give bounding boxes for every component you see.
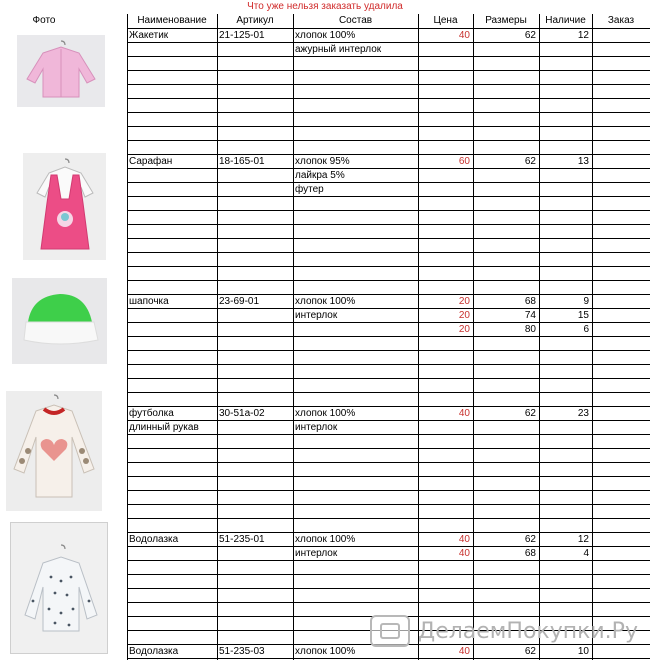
cell-price: 40 — [458, 646, 470, 657]
row-line — [127, 140, 650, 141]
pink-cardigan-icon — [17, 35, 105, 107]
cell-comp: интерлок — [295, 310, 338, 321]
column-line — [418, 14, 419, 660]
row-line — [127, 70, 650, 71]
heart-longsleeve-photo — [6, 391, 102, 511]
cell-art: 21-125-01 — [219, 30, 265, 41]
cell-comp: хлопок 100% — [295, 30, 356, 41]
header-name: Наименование — [137, 15, 207, 26]
sheet-note: Что уже нельзя заказать удалила — [247, 1, 403, 12]
cell-stock: 9 — [583, 296, 589, 307]
row-line — [127, 238, 650, 239]
row-line — [127, 280, 650, 281]
cell-size: 62 — [524, 534, 536, 545]
cell-size: 62 — [524, 646, 536, 657]
cell-art: 51-235-03 — [219, 646, 265, 657]
row-line — [127, 462, 650, 463]
cell-stock: 23 — [577, 408, 589, 419]
cell-art: 30-51а-02 — [219, 408, 265, 419]
cell-comp: ажурный интерлок — [295, 44, 382, 55]
cell-art: 23-69-01 — [219, 296, 260, 307]
header-stock: Наличие — [545, 15, 586, 26]
cell-name: шапочка — [129, 296, 169, 307]
cell-name: футболка — [129, 408, 174, 419]
cell-stock: 12 — [577, 30, 589, 41]
cell-comp: хлопок 95% — [295, 156, 350, 167]
pink-sarafan-icon — [23, 153, 106, 260]
cell-name: Водолазка — [129, 646, 179, 657]
cell-price: 20 — [458, 296, 470, 307]
row-line — [127, 476, 650, 477]
row-line — [127, 574, 650, 575]
row-line — [127, 196, 650, 197]
row-line — [127, 336, 650, 337]
cell-price: 20 — [458, 310, 470, 321]
cell-size: 62 — [524, 30, 536, 41]
row-line — [127, 98, 650, 99]
header-price: Цена — [433, 15, 458, 26]
cell-name: длинный рукав — [129, 422, 199, 433]
cell-stock: 15 — [577, 310, 589, 321]
cell-comp: хлопок 100% — [295, 408, 356, 419]
row-line — [127, 350, 650, 351]
cell-price: 40 — [458, 548, 470, 559]
row-line — [127, 210, 650, 211]
column-line — [293, 14, 294, 660]
row-line — [127, 224, 650, 225]
header-photo: Фото — [32, 15, 56, 26]
cell-art: 18-165-01 — [219, 156, 265, 167]
row-line — [127, 434, 650, 435]
row-line — [127, 602, 650, 603]
row-line — [127, 378, 650, 379]
pink-sarafan-photo — [23, 153, 106, 260]
cell-stock: 10 — [577, 646, 589, 657]
cell-stock: 13 — [577, 156, 589, 167]
cell-stock: 12 — [577, 534, 589, 545]
row-line — [127, 112, 650, 113]
row-line — [127, 364, 650, 365]
cell-price: 60 — [458, 156, 470, 167]
header-article: Артикул — [236, 15, 274, 26]
cell-size: 74 — [524, 310, 536, 321]
row-line — [127, 588, 650, 589]
row-line — [127, 448, 650, 449]
cell-price: 40 — [458, 534, 470, 545]
row-line — [127, 56, 650, 57]
cell-comp: интерлок — [295, 548, 338, 559]
cell-comp: интерлок — [295, 422, 338, 433]
row-line — [127, 252, 650, 253]
column-line — [473, 14, 474, 660]
row-line — [127, 490, 650, 491]
heart-longsleeve-icon — [6, 391, 102, 511]
row-line — [127, 266, 650, 267]
cell-art: 51-235-01 — [219, 534, 265, 545]
dotted-turtleneck-icon — [11, 523, 107, 653]
column-line — [539, 14, 540, 660]
cart-logo-icon — [370, 615, 410, 647]
cell-comp: хлопок 100% — [295, 296, 356, 307]
cell-price: 20 — [458, 324, 470, 335]
cell-price: 40 — [458, 408, 470, 419]
green-hat-photo — [12, 278, 107, 364]
cell-comp: хлопок 100% — [295, 646, 356, 657]
row-line — [127, 392, 650, 393]
cell-stock: 6 — [583, 324, 589, 335]
cell-name: Водолазка — [129, 534, 179, 545]
watermark — [370, 614, 650, 648]
row-line — [127, 126, 650, 127]
dotted-turtleneck-photo — [10, 522, 108, 654]
cell-size: 68 — [524, 548, 536, 559]
header-composition: Состав — [338, 15, 373, 26]
cell-price: 40 — [458, 30, 470, 41]
pink-cardigan-photo — [17, 35, 105, 107]
row-line — [127, 560, 650, 561]
watermark-text: ДелаемПокупки.Ру — [418, 618, 638, 644]
cell-name: Жакетик — [129, 30, 169, 41]
cell-size: 62 — [524, 408, 536, 419]
cell-comp: лайкра 5% — [295, 170, 345, 181]
cell-stock: 4 — [583, 548, 589, 559]
row-line — [127, 518, 650, 519]
cell-size: 80 — [524, 324, 536, 335]
row-line — [127, 504, 650, 505]
cell-comp: хлопок 100% — [295, 534, 356, 545]
green-hat-icon — [12, 278, 107, 364]
cell-size: 62 — [524, 156, 536, 167]
column-line — [127, 14, 128, 660]
column-line — [217, 14, 218, 660]
row-line — [127, 84, 650, 85]
header-sizes: Размеры — [485, 15, 527, 26]
cell-size: 68 — [524, 296, 536, 307]
header-order: Заказ — [607, 15, 635, 26]
column-line — [592, 14, 593, 660]
cell-name: Сарафан — [129, 156, 173, 167]
row-line — [127, 658, 650, 659]
cell-comp: футер — [295, 184, 324, 195]
